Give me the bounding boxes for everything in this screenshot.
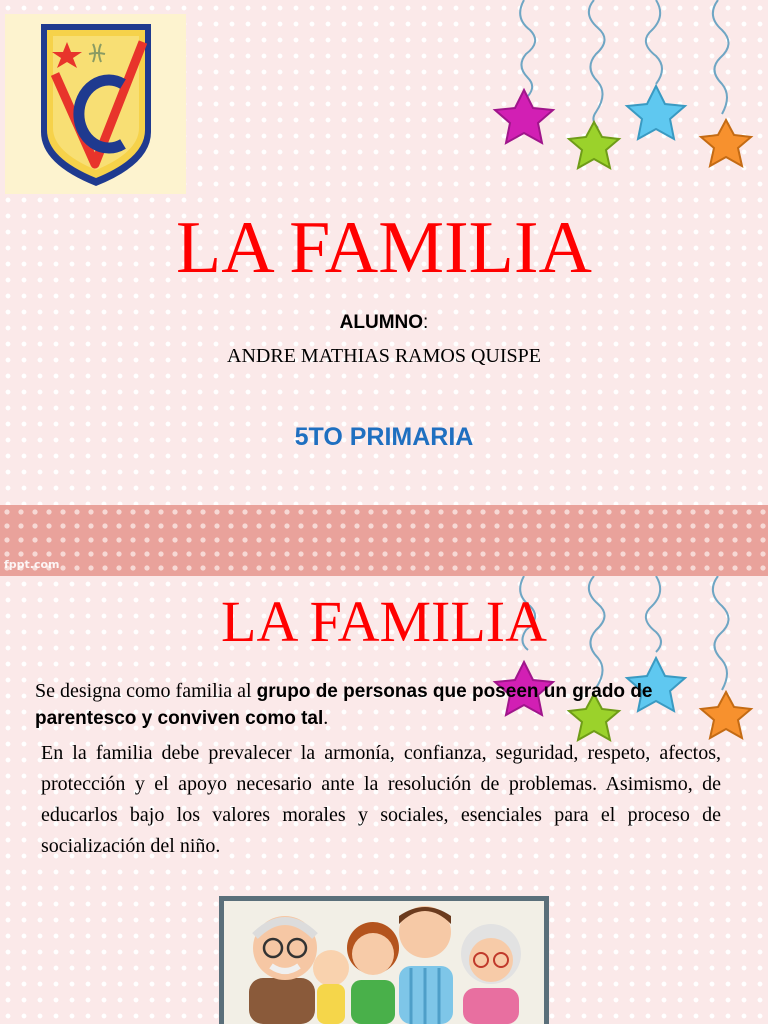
school-logo xyxy=(5,14,186,194)
student-label: ALUMNO: xyxy=(339,312,429,333)
hanging-stars-icon xyxy=(486,0,768,200)
cover-title: LA FAMILIA xyxy=(176,207,592,289)
content-title: LA FAMILIA xyxy=(221,589,547,654)
family-illustration-icon xyxy=(219,896,549,1024)
student-name: ANDRE MATHIAS RAMOS QUISPE xyxy=(227,345,541,367)
slide-content xyxy=(0,576,768,1024)
slide-cover xyxy=(0,0,768,505)
slide-separator-band xyxy=(0,505,768,576)
watermark: fppt.com xyxy=(4,558,60,571)
body-paragraph: En la familia debe prevalecer la armonía, confianza, seguridad, respeto, afectos, protección y el apoyo necesario ante la resolución de problemas. Asimismo, de educarlos bajo los valores morales y sociales, esenciales para el proceso de socialización del niño. xyxy=(41,742,721,857)
definition-paragraph: Se designa como familia al grupo de personas que poseen un grado de parentesco y conviven como tal. xyxy=(35,680,653,729)
grade-level: 5TO PRIMARIA xyxy=(294,423,474,451)
school-crest-icon xyxy=(5,14,186,194)
